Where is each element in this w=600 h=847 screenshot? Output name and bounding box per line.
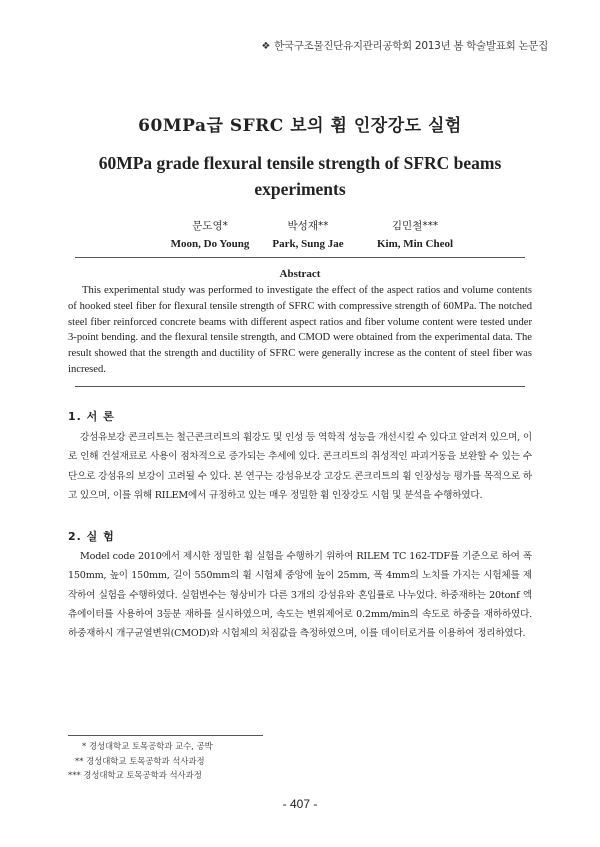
abstract-heading: Abstract: [279, 268, 321, 280]
running-header: [261, 38, 548, 53]
paper-title-korean: 60MPa급 SFRC 보의 휨 인장강도 실험: [138, 116, 462, 136]
footnotes: [68, 739, 213, 783]
paper-title-english: 60MPa grade flexural tensile strength of SFRC beams experiments: [98, 153, 502, 199]
footnote-item: *** 경성대학교 토목공학과 석사과정: [68, 770, 202, 780]
author-name-english: Park, Sung Jae: [272, 238, 344, 250]
section-heading-introduction: 1. 서 론: [68, 410, 115, 423]
abstract-top-rule: [75, 257, 525, 258]
section-heading-experiment: 2. 실 험: [68, 530, 115, 543]
footnote-item: ** 경성대학교 토목공학과 석사과정: [75, 755, 205, 766]
author-name-korean: 박성재**: [287, 220, 329, 232]
abstract-bottom-rule: [75, 386, 525, 387]
author-name-korean: 김민철***: [391, 220, 439, 232]
footnote-rule: [68, 735, 263, 736]
author-name-korean: 문도영*: [192, 220, 228, 232]
section-text-introduction: 강섬유보강 콘크리트는 철근콘크리트의 휨강도 및 인성 등 역학적 성능을 개선시킬 수 있다고 알려져 있으며, 이로 인해 건설재료로 사용이 점차적으로 증가되는 추세에 있다. 콘크리트의 취성적인 파괴거동을 보완할 수 있는 수단으로 강섬유의 보강이 고려될 수 있다. 본 연구는 강섬유보강 고강도 콘크리트의 휨 인장성능 평가를 목적으로 하고 있으며, 이를 위해 RILEM에서 규정하고 있는 매우 정밀한 휨 인장강도 시험 및 분석을 수행하였다.: [68, 432, 532, 501]
section-text-experiment: Model code 2010에서 제시한 정밀한 휨 실험을 수행하기 위하여 RILEM TC 162-TDF를 기준으로 하여 폭 150mm, 높이 150mm, 길이 550mm의 휨 시험체 중앙에 높이 25mm, 폭 4mm의 노치를 가지는 시험체를 제작하여 실험을 수행하였다. 실험변수는 형상비가 다른 3개의 강섬유와 혼입률로 나누었다. 하중재하는 20tonf 엑츄에이터를 사용하여 3등분 재하를 실시하였으며, 속도는 변위제어로 0.2mm/min의 속도로 하중을 재하하였다. 하중재하시 개구균열변위(CMOD)와 시험체의 처짐값을 측정하였으며, 이를 데이터로거를 이용하여 정리하였다.: [68, 551, 532, 640]
author-3: [345, 218, 485, 250]
page-number: - 407 -: [282, 797, 318, 811]
footnote-item: * 경성대학교 토목공학과 교수, 공박: [82, 741, 213, 751]
author-name-english: Kim, Min Cheol: [376, 238, 454, 250]
conference-name: 한국구조물진단유지관리공학회 2013년 봄 학술발표회 논문집: [274, 40, 548, 52]
author-name-english: Moon, Do Young: [170, 238, 250, 250]
abstract-text: This experimental study was performed to investigate the effect of the aspect ratios and volume contents of hooked steel fiber for flexural tensile strength of SFRC with compressive strength of 60MPa. The notched steel fiber reinforced concrete beams with different aspect ratios and fiber volume content were tested under 3-point bending. and the flexural tensile strength, and CMOD were obtained from the experimental data. The result showed that the strength and ductility of SFRC were generally increse as the content of steel fiber was incresed.: [68, 285, 532, 375]
diamond-bullet-icon: ❖: [261, 41, 271, 52]
